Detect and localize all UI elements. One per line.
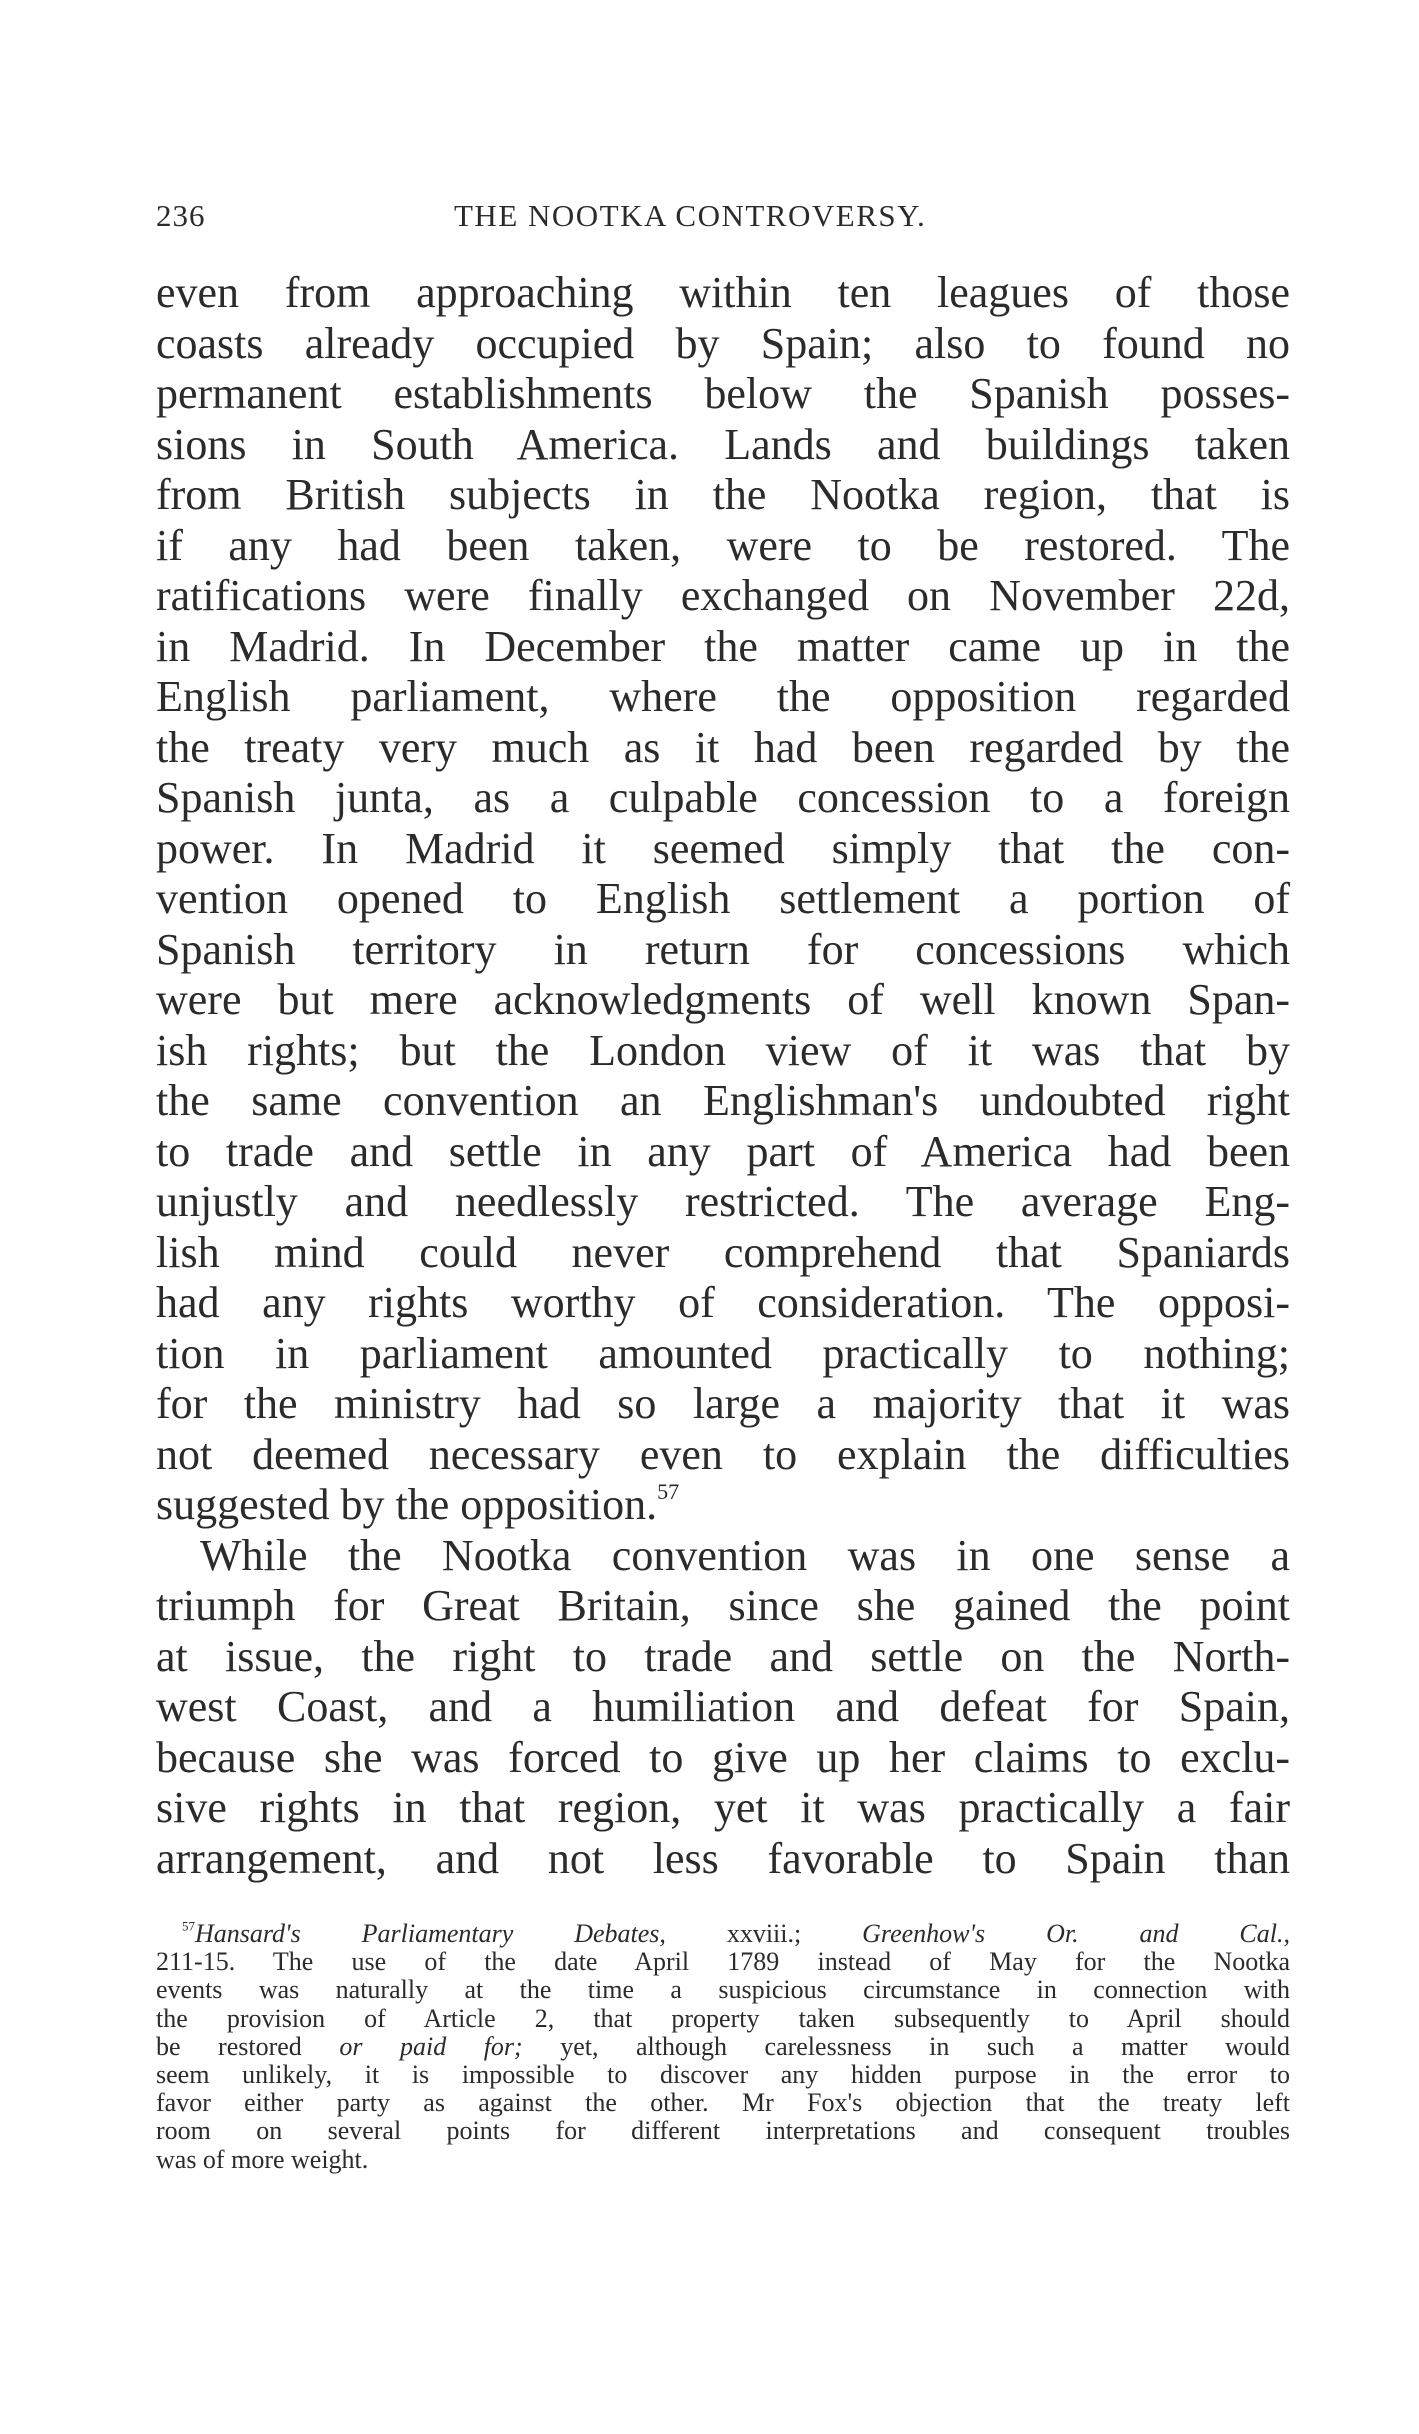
footnote-citation-greenhow: Greenhow's Or. and Cal., — [862, 1919, 1290, 1948]
text-line: the treaty very much as it had been regarded by the — [156, 722, 1290, 772]
text-line: at issue, the right to trade and settle on the North- — [156, 1631, 1290, 1681]
text-line: for the ministry had so large a majority that it was — [156, 1379, 1290, 1428]
footnote-italic-text: or paid for; — [339, 2031, 523, 2061]
footnote-text: xxviii.; — [665, 1919, 863, 1948]
footnote-block — [156, 1920, 1290, 2174]
footnote-line — [156, 1920, 1290, 1948]
text-line: unjustly and needlessly restricted. The average Eng- — [156, 1177, 1290, 1226]
text-line: arrangement, and not less favorable to Spain than — [156, 1833, 1290, 1883]
footnote-line — [156, 2033, 1290, 2061]
text-line: west Coast, and a humiliation and defeat for Spain, — [156, 1682, 1290, 1731]
footnote-line: the provision of Article 2, that property taken subsequently to April should — [156, 2003, 1290, 2033]
text-line: not deemed necessary even to explain the difficulties — [156, 1429, 1290, 1479]
text-line — [156, 1480, 1290, 1531]
text-line: had any rights worthy of consideration. The opposi- — [156, 1278, 1290, 1327]
text-line: tion in parliament amounted practically to nothing; — [156, 1328, 1290, 1378]
text-line: While the Nootka convention was in one sense a — [200, 1530, 1290, 1580]
running-title: THE NOOTKA CONTROVERSY. — [454, 198, 927, 233]
footnote-text: be restored — [156, 2031, 340, 2061]
footnote-line: 211-15. The use of the date April 1789 instead of May for the Nootka — [156, 1947, 1290, 1977]
footnote-text: yet, although carelessness in such a matter would — [522, 2031, 1291, 2061]
text-line: power. In Madrid it seemed simply that the con- — [156, 823, 1290, 873]
text-line: ratifications were finally exchanged on November 22d, — [156, 571, 1290, 620]
text-line: vention opened to English settlement a portion of — [156, 874, 1290, 923]
text-line: ish rights; but the London view of it was that by — [156, 1025, 1290, 1075]
text-line: from British subjects in the Nootka region, that is — [156, 470, 1290, 519]
text-line: permanent establishments below the Spanish posses- — [156, 369, 1290, 418]
footnote-line: was of more weight. — [156, 2144, 369, 2174]
text-line: in Madrid. In December the matter came up in the — [156, 621, 1290, 671]
text-line: were but mere acknowledgments of well known Span- — [156, 975, 1290, 1024]
footnote-citation-hansard: Hansard's Parliamentary Debates, — [195, 1919, 666, 1948]
footnote-line: favor either party as against the other. Mr Fox's objection that the treaty left — [156, 2088, 1290, 2118]
text-line: sions in South America. Lands and buildings taken — [156, 419, 1290, 469]
text-line: the same convention an Englishman's undoubted right — [156, 1076, 1290, 1125]
text-line: Spanish junta, as a culpable concession to a foreign — [156, 773, 1290, 822]
footnote-line: events was naturally at the time a suspicious circumstance in connection with — [156, 1975, 1290, 2005]
text-line: to trade and settle in any part of America had been — [156, 1126, 1290, 1176]
text-line: English parliament, where the opposition regarded — [156, 672, 1290, 721]
footnote-reference: 57 — [657, 1479, 680, 1505]
page-number: 236 — [156, 198, 206, 233]
text-line: because she was forced to give up her claims to exclu- — [156, 1732, 1290, 1782]
text-line: coasts already occupied by Spain; also to found no — [156, 318, 1290, 368]
body-text — [156, 268, 1290, 1884]
text-line: triumph for Great Britain, since she gained the point — [156, 1581, 1290, 1630]
text-line-content: suggested by the opposition. — [156, 1480, 658, 1529]
text-line: if any had been taken, were to be restored. The — [156, 520, 1290, 570]
footnote-line: seem unlikely, it is impossible to discover any hidden purpose in the error to — [156, 2059, 1290, 2089]
footnote-line: room on several points for different interpretations and consequent troubles — [156, 2116, 1290, 2146]
text-line: lish mind could never comprehend that Spaniards — [156, 1227, 1290, 1277]
text-line: Spanish territory in return for concessions which — [156, 924, 1290, 974]
text-line: even from approaching within ten leagues of those — [156, 268, 1290, 317]
footnote-number: 57 — [182, 1918, 195, 1934]
text-line: sive rights in that region, yet it was practically a fair — [156, 1783, 1290, 1832]
running-head — [156, 198, 1290, 238]
